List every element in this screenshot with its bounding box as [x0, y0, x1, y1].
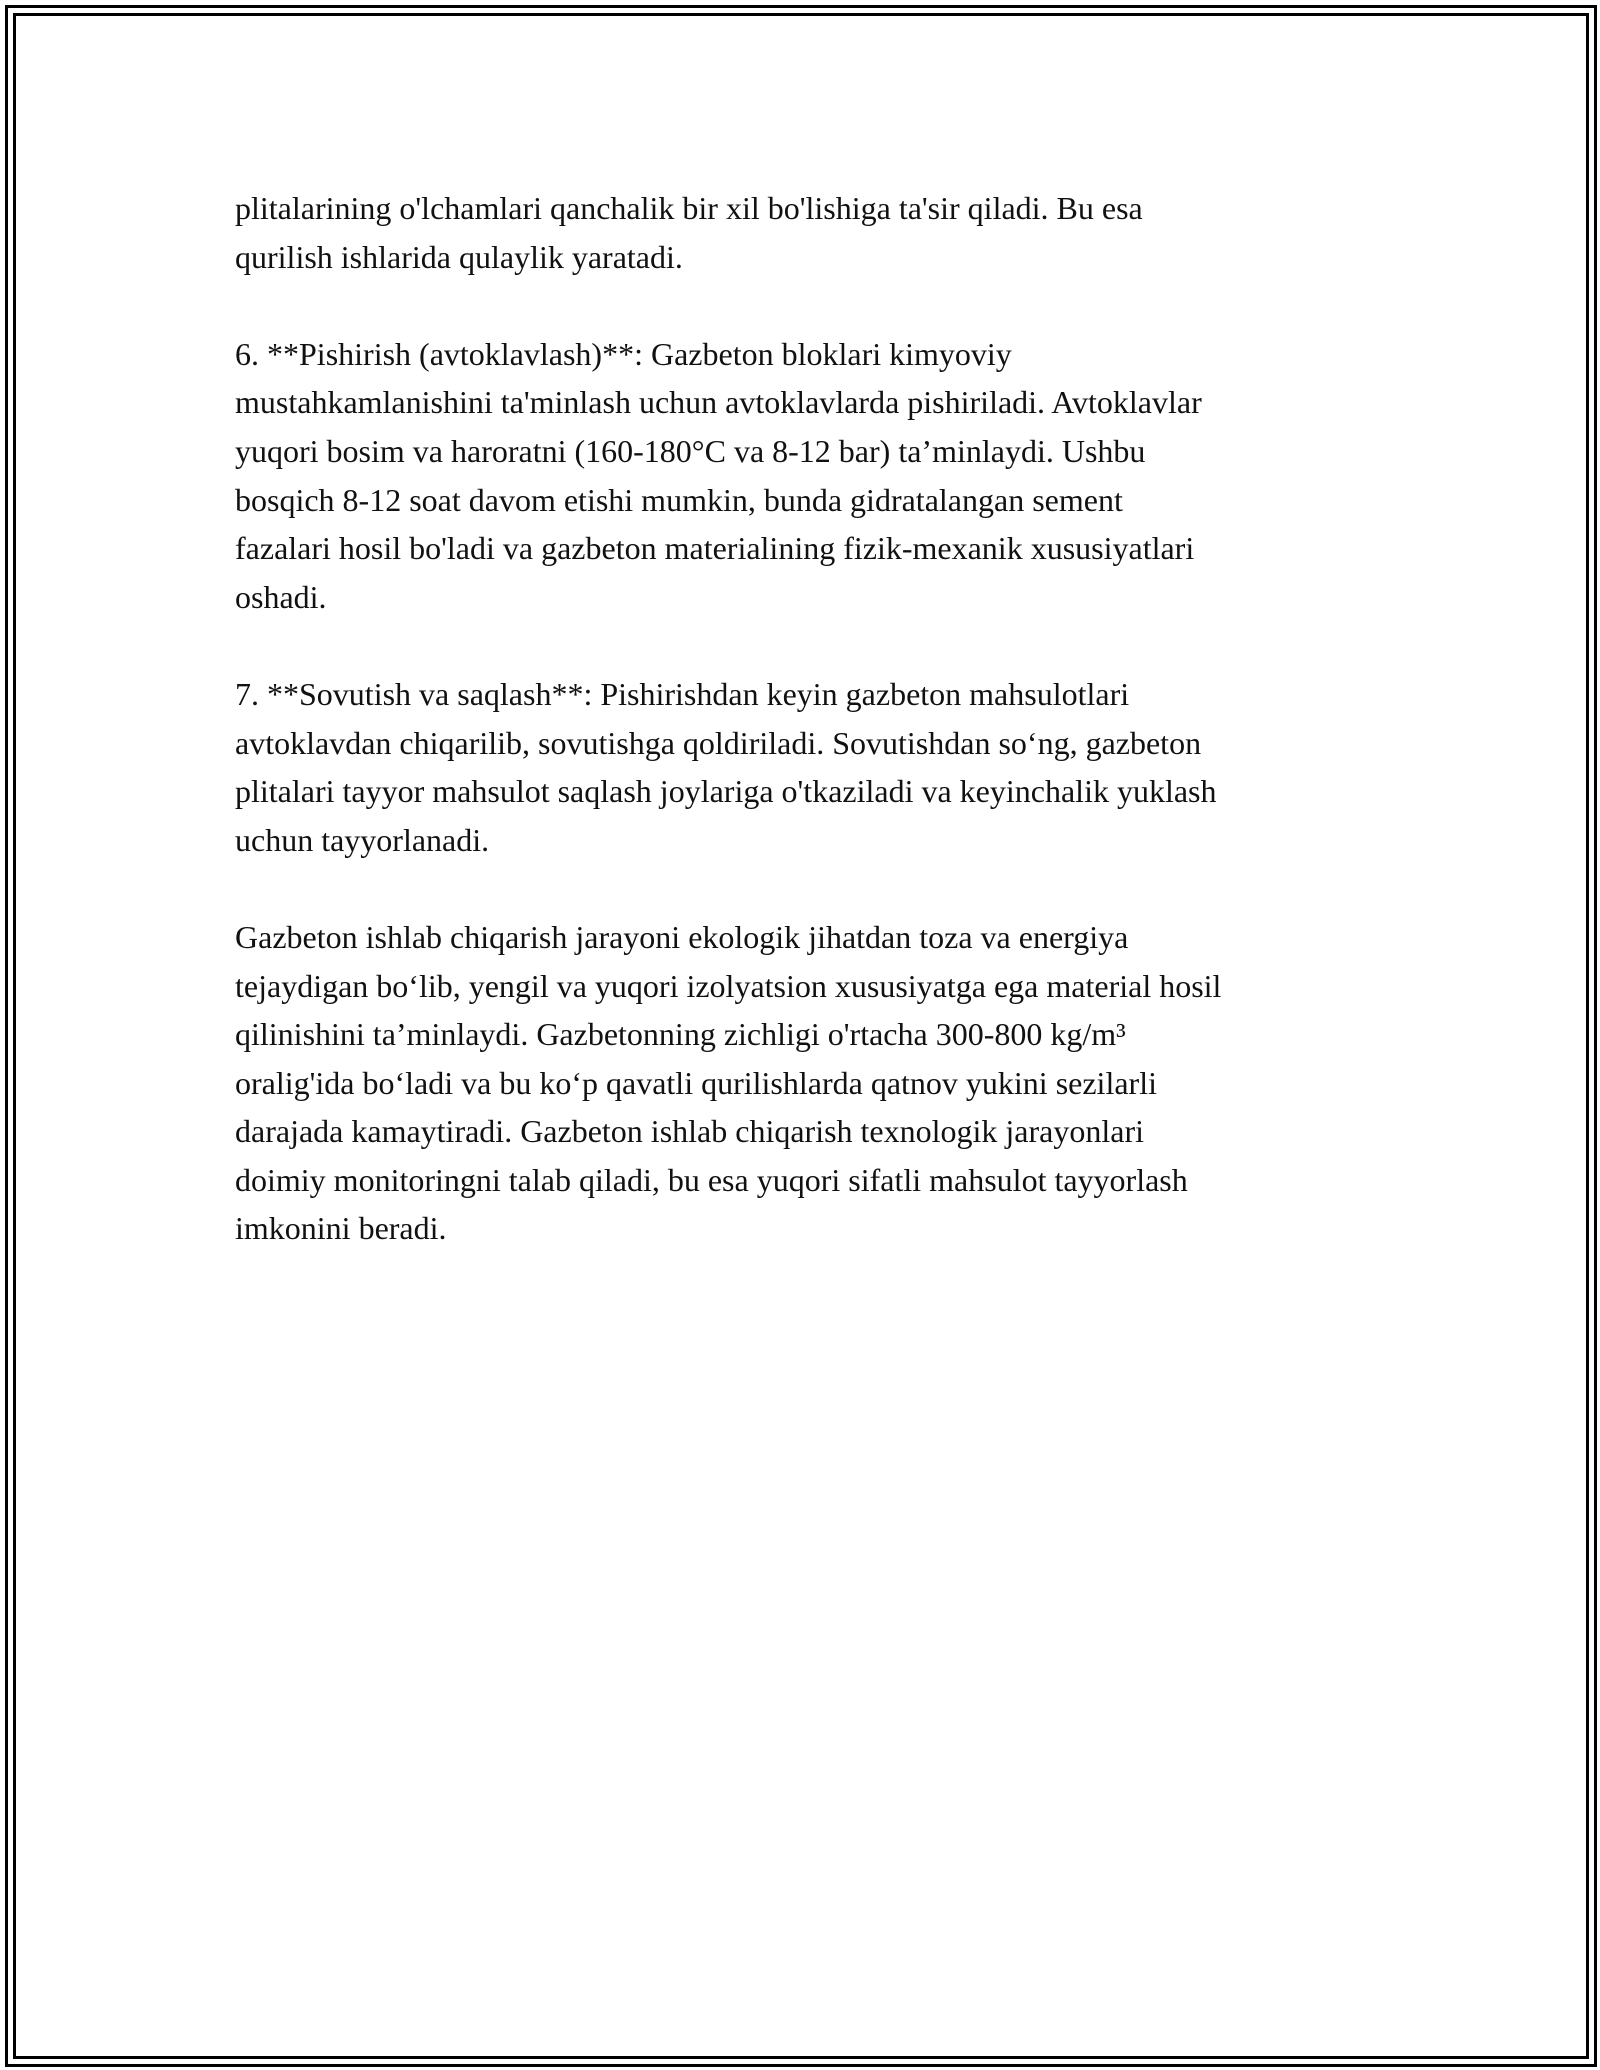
- paragraph-step-7: [235, 670, 1375, 864]
- text-line: Gazbeton ishlab chiqarish jarayoni ekologik jihatdan toza va energiya: [235, 918, 1129, 955]
- text-line: darajada kamaytiradi. Gazbeton ishlab chiqarish texnologik jarayonlari: [235, 1113, 1144, 1150]
- text-line: tejaydigan bo‘lib, yengil va yuqori izolyatsion xususiyatga ega material hosil: [235, 967, 1222, 1004]
- text-line: 7. **Sovutish va saqlash**: Pishirishdan keyin gazbeton mahsulotlari: [235, 675, 1130, 712]
- text-line: doimiy monitoringni talab qiladi, bu esa yuqori sifatli mahsulot tayyorlash: [235, 1161, 1188, 1198]
- paragraph-continuation: [235, 184, 1375, 281]
- text-line: oshadi.: [235, 578, 327, 615]
- text-line: qurilish ishlarida qulaylik yaratadi.: [235, 238, 683, 275]
- paragraph-conclusion: [235, 913, 1375, 1253]
- text-line: yuqori bosim va haroratni (160-180°C va 8-12 bar) ta’minlaydi. Ushbu: [235, 432, 1146, 469]
- text-line: uchun tayyorlanadi.: [235, 821, 490, 858]
- document-body: [235, 184, 1375, 1302]
- text-line: mustahkamlanishini ta'minlash uchun avtoklavlarda pishiriladi. Avtoklavlar: [235, 384, 1202, 421]
- text-line: oralig'ida bo‘ladi va bu ko‘p qavatli qurilishlarda qatnov yukini sezilarli: [235, 1064, 1157, 1101]
- text-line: bosqich 8-12 soat davom etishi mumkin, bunda gidratalangan sement: [235, 481, 1123, 518]
- text-line: qilinishini ta’minlaydi. Gazbetonning zichligi o'rtacha 300-800 kg/m³: [235, 1016, 1126, 1053]
- text-line: fazalari hosil bo'ladi va gazbeton materialining fizik-mexanik xususiyatlari: [235, 530, 1195, 567]
- text-line: avtoklavdan chiqarilib, sovutishga qoldiriladi. Sovutishdan so‘ng, gazbeton: [235, 724, 1202, 761]
- text-line: imkonini beradi.: [235, 1210, 447, 1247]
- text-line: plitalari tayyor mahsulot saqlash joylariga o'tkaziladi va keyinchalik yuklash: [235, 773, 1217, 810]
- text-line: plitalarining o'lchamlari qanchalik bir xil bo'lishiga ta'sir qiladi. Bu esa: [235, 190, 1143, 226]
- text-line: 6. **Pishirish (avtoklavlash)**: Gazbeton bloklari kimyoviy: [235, 335, 1012, 372]
- paragraph-step-6: [235, 330, 1375, 622]
